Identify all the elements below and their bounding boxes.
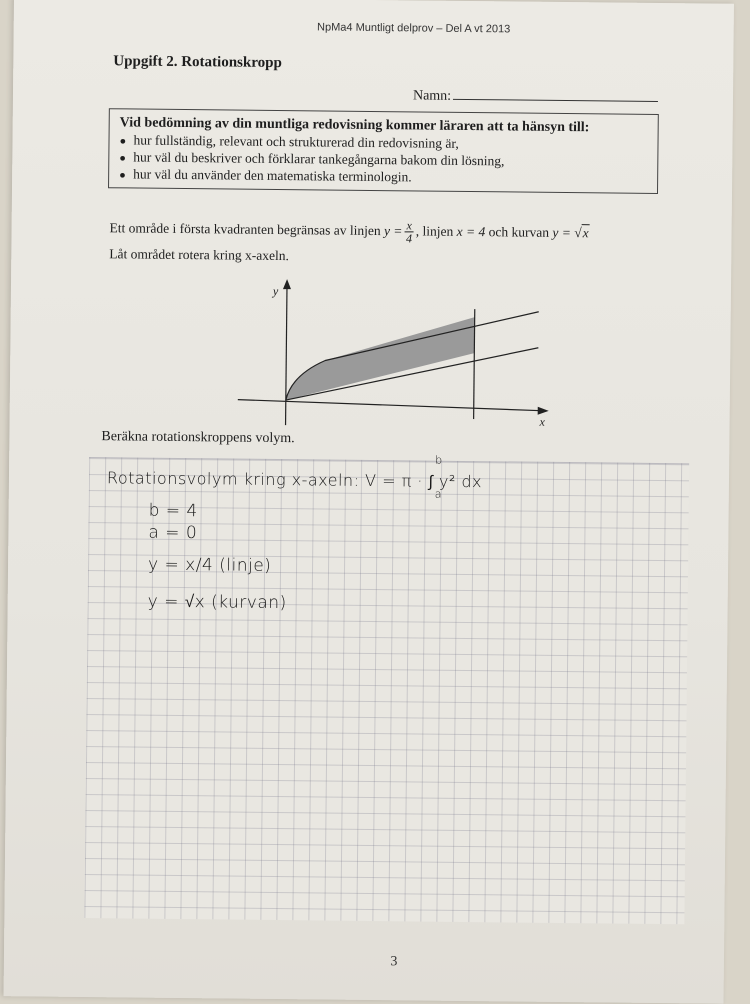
handwritten-line-3: a = 0 (148, 522, 198, 544)
y-axis-label: y (272, 283, 279, 299)
region-graph (220, 276, 552, 429)
name-field-line (453, 85, 658, 102)
bullet-icon: ● (119, 169, 126, 182)
problem-line-1: Ett område i första kvadranten begränsas av linjen y = $\frac{x}{4}$ , linjen x = 4 och kurvan y = √x (109, 218, 589, 246)
y-axis-arrow-icon (283, 279, 291, 289)
problem-statement (109, 215, 670, 273)
criteria-heading: Vid bedömning av din muntliga redovisning kommer läraren att ta hänsyn till: (119, 115, 590, 136)
y-axis (286, 283, 287, 425)
running-header: NpMa4 Muntligt delprov – Del A vt 2013 (317, 21, 511, 36)
name-row (413, 84, 658, 107)
bullet-icon: ● (119, 135, 127, 148)
exam-page (4, 0, 734, 1004)
bullet-icon: ● (119, 152, 127, 165)
assessment-criteria-box (108, 108, 659, 194)
line-equation: y = $\frac{x}{4}$ (383, 218, 413, 246)
shaded-region (286, 315, 475, 402)
page-number: 3 (390, 954, 398, 970)
integral-lower-limit: a (434, 487, 443, 501)
answer-grid (84, 453, 689, 924)
x-axis-arrow-icon (538, 407, 549, 415)
vertical-line-equation: x = 4 (456, 223, 486, 240)
task-title: Uppgift 2. Rotationskropp (113, 53, 282, 72)
name-label: Namn: (412, 88, 452, 104)
integral-upper-limit: b (435, 453, 443, 467)
x-axis (238, 400, 545, 411)
handwritten-line-5: y = √x (kurvan) (147, 591, 287, 614)
x-axis-label: x (539, 414, 545, 429)
criteria-item: ● hur väl du använder den matematiska terminologin. (119, 166, 412, 185)
curve-equation: y = √x (552, 224, 589, 241)
handwritten-line-1: Rotationsvolym kring x-axeln: V = π · ∫ y² dx (106, 468, 483, 492)
handwritten-line-2: b = 4 (148, 500, 198, 522)
handwritten-line-4: y = x/4 (linje) (147, 554, 272, 576)
problem-line-2: Låt området rotera kring x-axeln. (109, 246, 289, 264)
question-text: Beräkna rotationskroppens volym. (101, 429, 295, 447)
criteria-item: ● hur fullständig, relevant och strukturerad din redovisning är, (119, 132, 459, 151)
criteria-item: ● hur väl du beskriver och förklarar tankegångarna bakom din lösning, (119, 149, 505, 169)
